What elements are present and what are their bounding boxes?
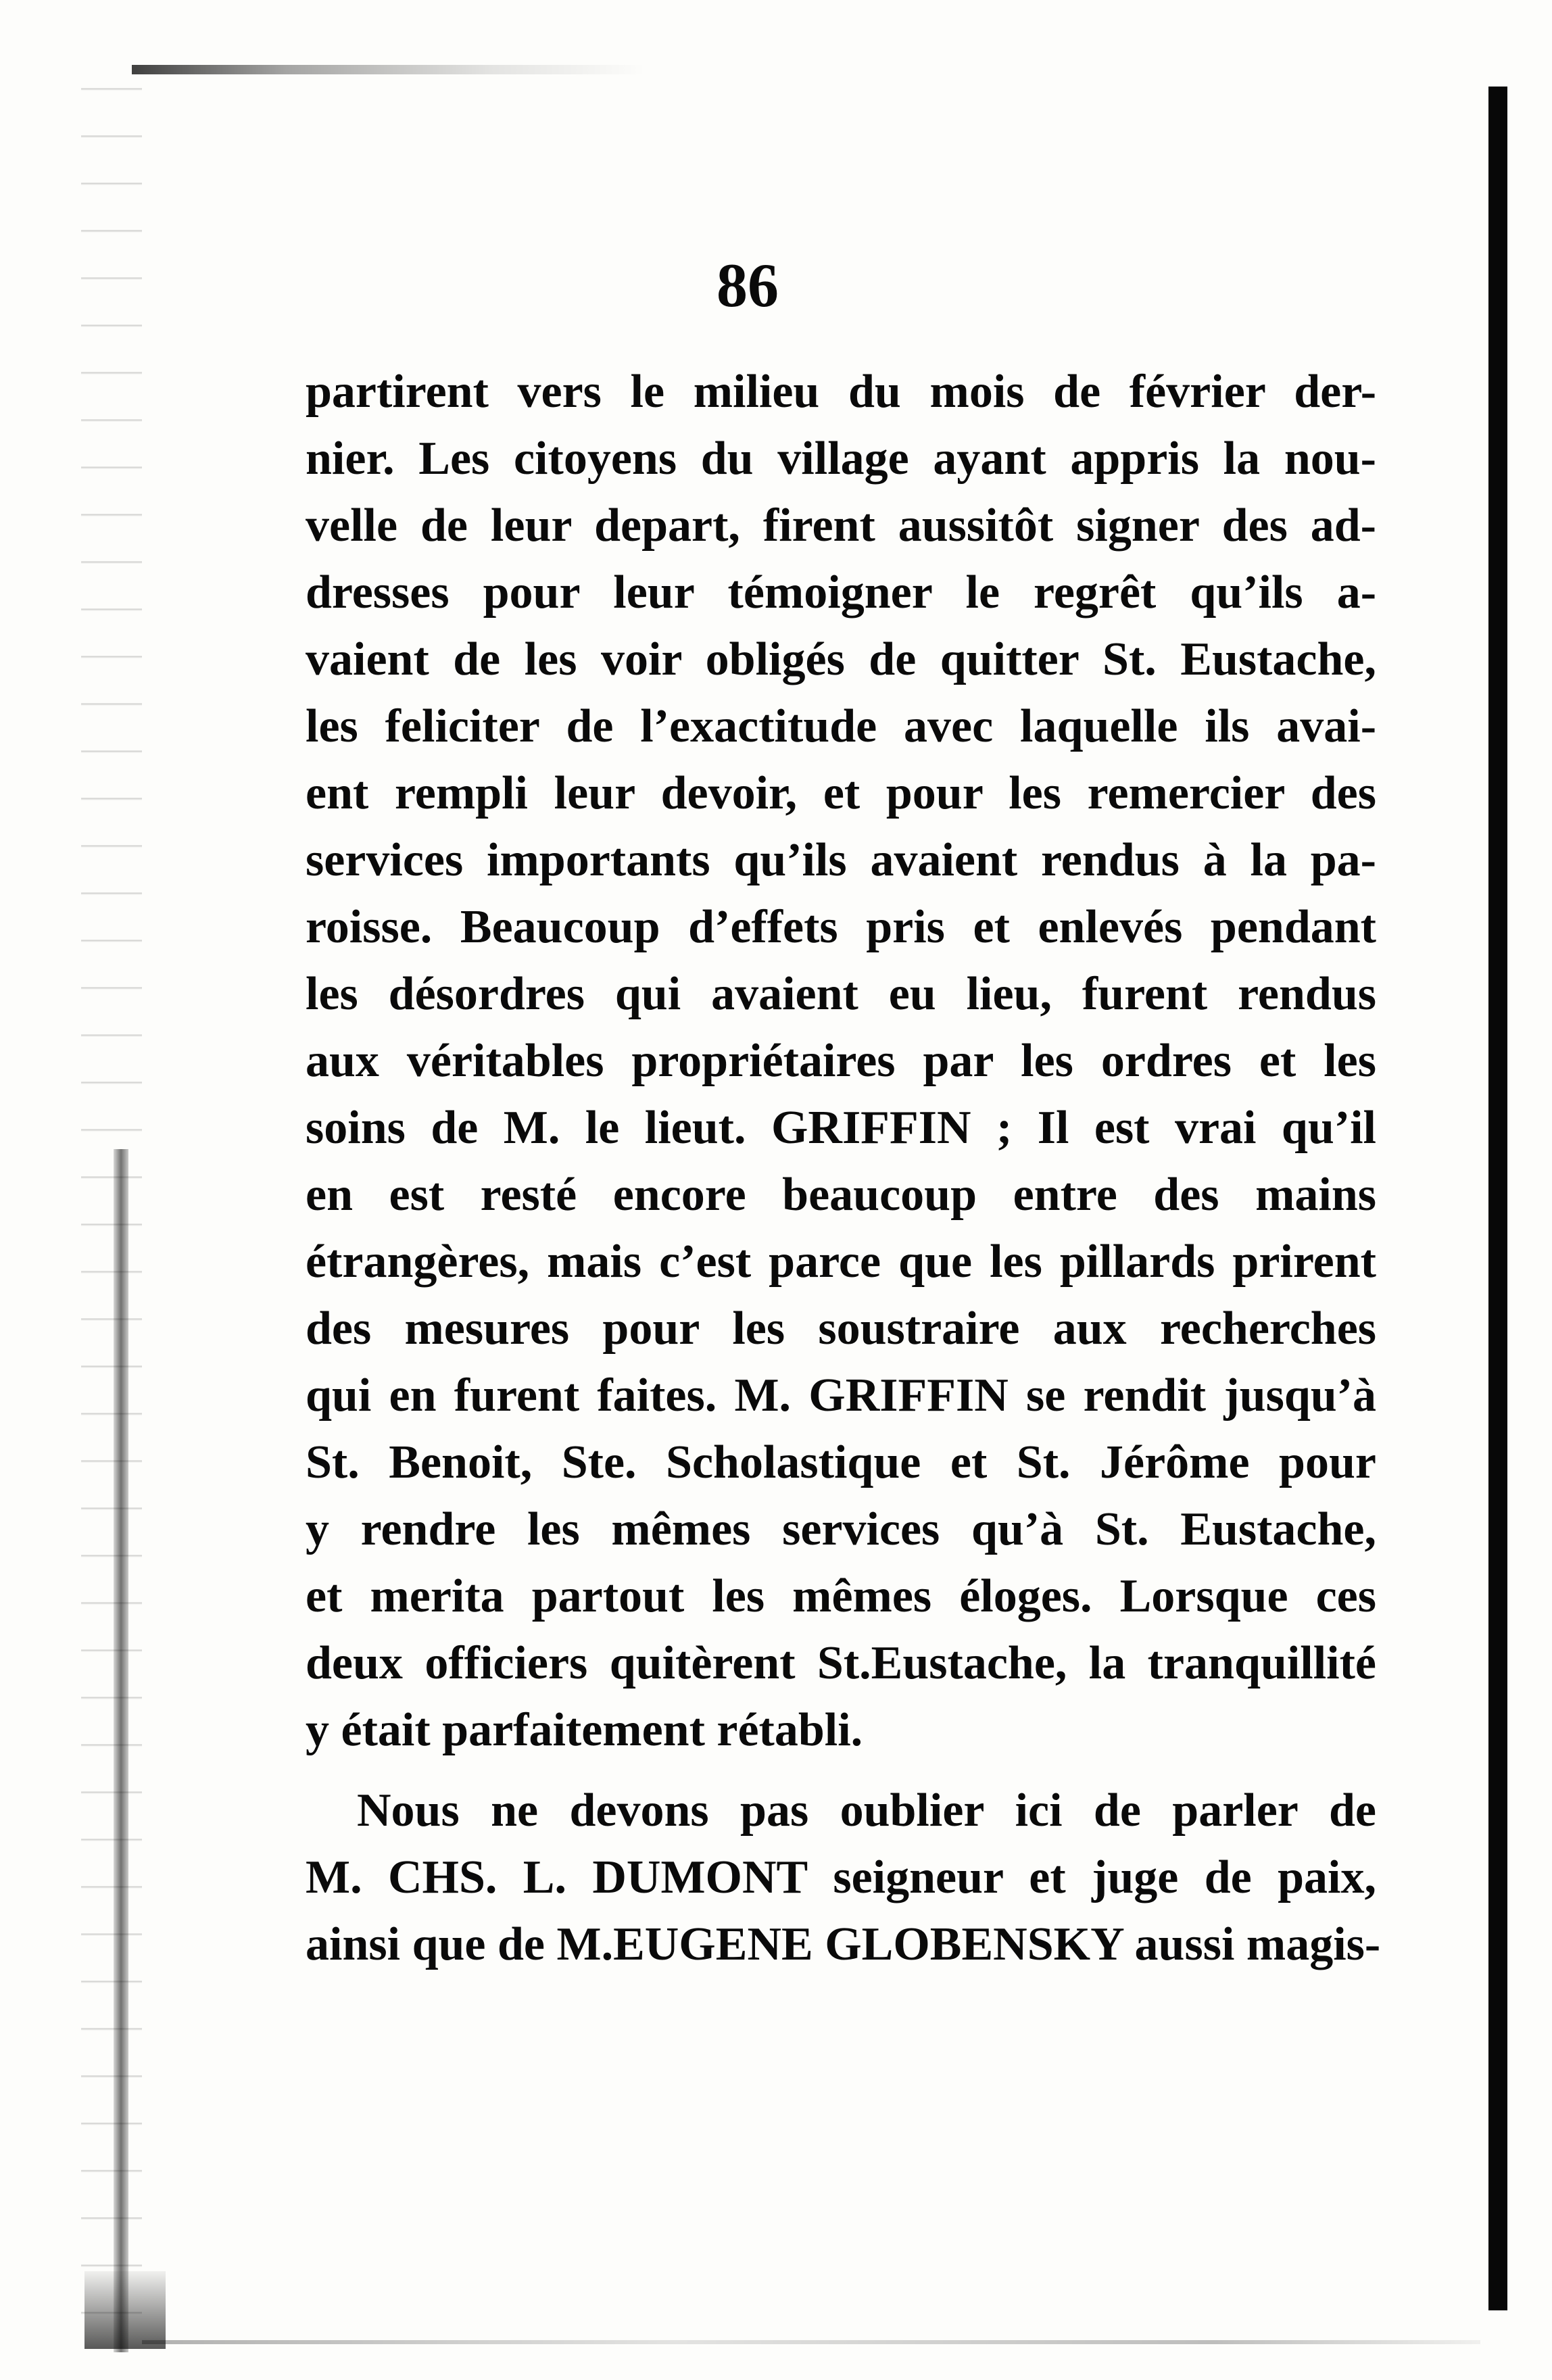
text-line: y rendre les mêmes services qu’à St. Eustache, [306, 1503, 1376, 1555]
text-line: partirent vers le milieu du mois de février der- [306, 366, 1376, 418]
text-line: ainsi que de M.EUGENE GLOBENSKY aussi magis- [306, 1918, 1381, 1970]
text-line: des mesures pour les soustraire aux recherches [306, 1303, 1376, 1355]
right-border-rule [1488, 87, 1507, 2310]
text-line: nier. Les citoyens du village ayant appris la nou- [306, 433, 1376, 485]
text-line: vaient de les voir obligés de quitter St. Eustache, [306, 633, 1376, 685]
text-line: étrangères, mais c’est parce que les pillards prirent [306, 1236, 1376, 1288]
text-line: les feliciter de l’exactitude avec laquelle ils avai- [306, 700, 1376, 752]
text-line: Nous ne devons pas oublier ici de parler de [357, 1784, 1376, 1837]
text-line: y était parfaitement rétabli. [306, 1704, 863, 1756]
text-line: et merita partout les mêmes éloges. Lorsque ces [306, 1570, 1376, 1622]
text-line: les désordres qui avaient eu lieu, furent rendus [306, 968, 1376, 1020]
binding-gutter [81, 68, 142, 2346]
text-line: services importants qu’ils avaient rendus à la pa- [306, 834, 1376, 886]
text-line: velle de leur depart, firent aussitôt signer des ad- [306, 500, 1376, 552]
page-corner-shadow [84, 2271, 166, 2349]
body-text [306, 358, 1381, 1978]
text-line: aux véritables propriétaires par les ordres et les [306, 1035, 1376, 1087]
text-line: qui en furent faites. M. GRIFFIN se rendit jusqu’à [306, 1369, 1376, 1422]
binding-shadow [114, 1149, 128, 2352]
text-line: en est resté encore beaucoup entre des mains [306, 1169, 1376, 1221]
text-line: deux officiers quitèrent St.Eustache, la tranquillité [306, 1637, 1376, 1689]
paragraph-2 [306, 1777, 1381, 1978]
text-line: roisse. Beaucoup d’effets pris et enlevés pendant [306, 901, 1376, 953]
page-number: 86 [717, 251, 779, 320]
text-line: M. CHS. L. DUMONT seigneur et juge de paix, [306, 1851, 1376, 1903]
bottom-edge-shadow [142, 2340, 1480, 2344]
top-edge-shadow [132, 65, 646, 74]
paragraph-1 [306, 358, 1376, 1764]
text-line: soins de M. le lieut. GRIFFIN ; Il est vrai qu’il [306, 1102, 1376, 1154]
text-line: dresses pour leur témoigner le regrêt qu’ils a- [306, 566, 1376, 618]
text-line: St. Benoit, Ste. Scholastique et St. Jérôme pour [306, 1436, 1376, 1488]
text-line: ent rempli leur devoir, et pour les remercier des [306, 767, 1376, 819]
